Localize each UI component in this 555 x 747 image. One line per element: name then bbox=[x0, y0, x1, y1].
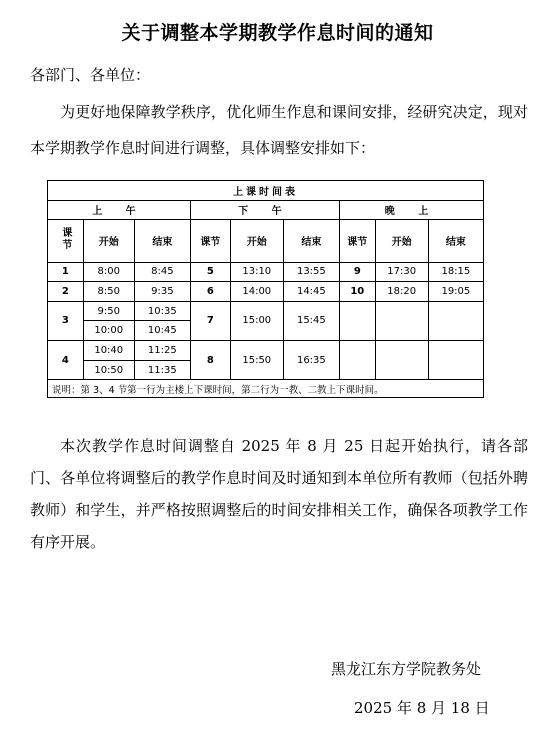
header-lesson-morning: 课节 bbox=[48, 220, 84, 262]
start-time: 17:30 bbox=[375, 262, 428, 282]
header-end-afternoon: 结束 bbox=[283, 220, 339, 262]
start-time: 10:40 bbox=[83, 341, 134, 361]
lesson-number: 6 bbox=[190, 282, 230, 302]
notice-title: 关于调整本学期教学作息时间的通知 bbox=[121, 22, 434, 44]
start-time: 15:00 bbox=[230, 301, 283, 340]
empty-cell bbox=[428, 301, 483, 340]
header-start-morning: 开始 bbox=[83, 220, 134, 262]
period-morning: 上 午 bbox=[48, 200, 191, 220]
lesson-number: 7 bbox=[190, 301, 230, 340]
end-time-alt: 11:35 bbox=[134, 360, 190, 380]
empty-cell bbox=[339, 341, 375, 380]
header-lesson-afternoon: 课节 bbox=[190, 220, 230, 262]
signature-date: 2025 年 8 月 18 日 bbox=[354, 699, 490, 717]
end-time: 11:25 bbox=[134, 341, 190, 361]
lesson-number: 4 bbox=[48, 341, 84, 380]
end-time: 14:45 bbox=[283, 282, 339, 302]
lesson-number: 9 bbox=[339, 262, 375, 282]
start-time: 13:10 bbox=[230, 262, 283, 282]
start-time-alt: 10:50 bbox=[83, 360, 134, 380]
start-time: 18:20 bbox=[375, 282, 428, 302]
start-time: 8:00 bbox=[83, 262, 134, 282]
start-time-alt: 10:00 bbox=[83, 321, 134, 341]
lesson-number: 2 bbox=[48, 282, 84, 302]
start-time: 15:50 bbox=[230, 341, 283, 380]
schedule-note: 说明：第 3、4 节第一行为主楼上下课时间，第二行为一教、二教上下课时间。 bbox=[48, 380, 484, 398]
end-time: 8:45 bbox=[134, 262, 190, 282]
header-lesson-evening: 课节 bbox=[339, 220, 375, 262]
intro-paragraph: 为更好地保障教学秩序，优化师生作息和课间安排，经研究决定，现对本学期教学作息时间进行调整，具体调整安排如下： bbox=[30, 103, 528, 157]
end-time: 9:35 bbox=[134, 282, 190, 302]
end-time-alt: 10:45 bbox=[134, 321, 190, 341]
empty-cell bbox=[339, 301, 375, 340]
header-end-morning: 结束 bbox=[134, 220, 190, 262]
end-time: 15:45 bbox=[283, 301, 339, 340]
end-time: 16:35 bbox=[283, 341, 339, 380]
signature-organization: 黑龙江东方学院教务处 bbox=[331, 660, 482, 678]
class-schedule-table bbox=[47, 180, 484, 398]
start-time: 9:50 bbox=[83, 301, 134, 321]
effective-paragraph: 本次教学作息时间调整自 2025 年 8 月 25 日起开始执行，请各部门、各单位将调整后的教学作息时间及时通知到本单位所有教师（包括外聘教师）和学生，并严格按照调整后的时间安排相关工作，确保各项教学工作有序开展。 bbox=[30, 437, 528, 551]
lesson-number: 10 bbox=[339, 282, 375, 302]
lesson-number: 3 bbox=[48, 301, 84, 340]
schedule-caption: 上课时间表 bbox=[48, 181, 484, 201]
end-time: 10:35 bbox=[134, 301, 190, 321]
empty-cell bbox=[375, 301, 428, 340]
lesson-number: 8 bbox=[190, 341, 230, 380]
salutation: 各部门、各单位： bbox=[30, 66, 151, 84]
start-time: 14:00 bbox=[230, 282, 283, 302]
end-time: 18:15 bbox=[428, 262, 483, 282]
lesson-number: 5 bbox=[190, 262, 230, 282]
header-start-evening: 开始 bbox=[375, 220, 428, 262]
header-start-afternoon: 开始 bbox=[230, 220, 283, 262]
period-afternoon: 下 午 bbox=[190, 200, 339, 220]
period-evening: 晚 上 bbox=[339, 200, 483, 220]
end-time: 19:05 bbox=[428, 282, 483, 302]
header-end-evening: 结束 bbox=[428, 220, 483, 262]
empty-cell bbox=[375, 341, 428, 380]
end-time: 13:55 bbox=[283, 262, 339, 282]
lesson-number: 1 bbox=[48, 262, 84, 282]
empty-cell bbox=[428, 341, 483, 380]
start-time: 8:50 bbox=[83, 282, 134, 302]
